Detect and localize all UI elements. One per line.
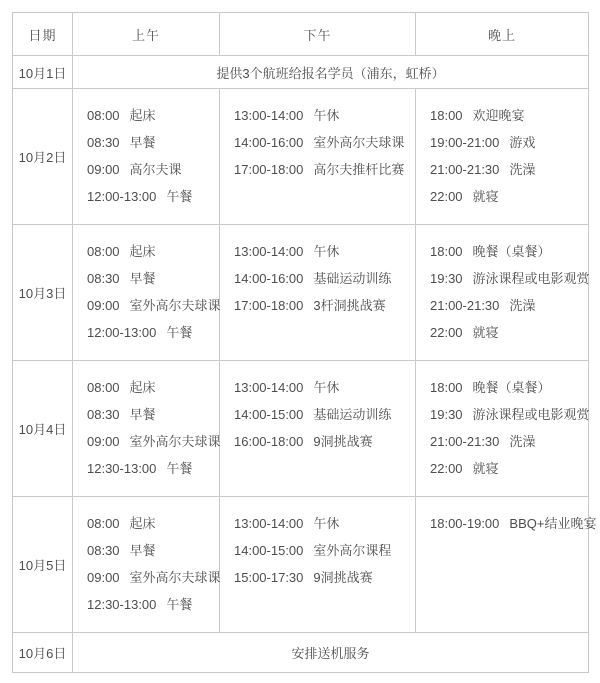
- item-activity: 午休: [313, 108, 340, 123]
- schedule-item: [87, 401, 215, 428]
- item-time: 18:00: [430, 380, 463, 395]
- schedule-item: [87, 537, 215, 564]
- item-activity: 3杆洞挑战赛: [313, 298, 386, 313]
- schedule-item: [234, 374, 411, 401]
- table-header: [13, 13, 589, 56]
- morning-cell: [73, 497, 220, 633]
- schedule-item: [87, 129, 215, 156]
- item-activity: 午餐: [166, 189, 193, 204]
- item-time: 08:00: [87, 516, 120, 531]
- schedule-item: [234, 564, 411, 591]
- item-time: 13:00-14:00: [234, 108, 304, 123]
- item-activity: 就寝: [472, 189, 499, 204]
- item-activity: 游泳课程或电影观赏: [472, 271, 590, 286]
- schedule-item: [234, 238, 411, 265]
- item-time: 16:00-18:00: [234, 434, 304, 449]
- item-activity: 9洞挑战赛: [313, 434, 373, 449]
- schedule-table-container: [12, 12, 597, 673]
- item-activity: 洗澡: [509, 162, 536, 177]
- item-activity: 午餐: [166, 325, 193, 340]
- schedule-item: [234, 401, 411, 428]
- item-time: 18:00: [430, 108, 463, 123]
- item-time: 19:30: [430, 407, 463, 422]
- item-time: 14:00-15:00: [234, 543, 304, 558]
- morning-cell: [73, 225, 220, 361]
- schedule-item: [87, 374, 215, 401]
- item-activity: 高尔夫课: [129, 162, 182, 177]
- table-row: [13, 225, 589, 361]
- item-time: 17:00-18:00: [234, 162, 304, 177]
- item-time: 15:00-17:30: [234, 570, 304, 585]
- item-activity: 室外高尔夫球课: [129, 570, 221, 585]
- date-cell: 10月2日: [13, 89, 73, 225]
- item-time: 09:00: [87, 434, 120, 449]
- table-row: [13, 361, 589, 497]
- header-afternoon: 下午: [220, 13, 416, 56]
- schedule-item: [87, 265, 215, 292]
- note-cell: 安排送机服务: [73, 633, 589, 673]
- schedule-item: [430, 292, 584, 319]
- item-activity: 室外高尔夫球课: [313, 135, 405, 150]
- item-time: 13:00-14:00: [234, 244, 304, 259]
- item-activity: 起床: [129, 380, 156, 395]
- schedule-item: [430, 374, 584, 401]
- item-time: 19:30: [430, 271, 463, 286]
- date-cell: 10月3日: [13, 225, 73, 361]
- item-time: 19:00-21:00: [430, 135, 500, 150]
- item-time: 09:00: [87, 162, 120, 177]
- item-activity: 就寝: [472, 325, 499, 340]
- item-activity: 洗澡: [509, 298, 536, 313]
- schedule-item: [430, 428, 584, 455]
- item-activity: 起床: [129, 244, 156, 259]
- morning-cell: [73, 361, 220, 497]
- morning-cell: [73, 89, 220, 225]
- date-cell: 10月5日: [13, 497, 73, 633]
- item-activity: 午餐: [166, 597, 193, 612]
- item-time: 21:00-21:30: [430, 162, 500, 177]
- item-time: 12:00-13:00: [87, 189, 157, 204]
- item-activity: 基础运动训练: [313, 271, 392, 286]
- schedule-item: [430, 510, 597, 537]
- schedule-item: [234, 537, 411, 564]
- schedule-item: [87, 292, 221, 319]
- schedule-item: [87, 102, 215, 129]
- schedule-item: [87, 564, 221, 591]
- item-activity: 游戏: [509, 135, 536, 150]
- item-time: 08:30: [87, 407, 120, 422]
- schedule-item: [87, 428, 221, 455]
- schedule-item: [430, 102, 584, 129]
- item-activity: 午休: [313, 244, 340, 259]
- table-row: [13, 633, 589, 673]
- item-activity: 欢迎晚宴: [472, 108, 525, 123]
- item-activity: 高尔夫推杆比赛: [313, 162, 405, 177]
- schedule-item: [234, 102, 411, 129]
- item-activity: 午餐: [166, 461, 193, 476]
- item-time: 22:00: [430, 325, 463, 340]
- header-date: 日期: [13, 13, 73, 56]
- item-activity: 早餐: [129, 407, 156, 422]
- item-time: 12:30-13:00: [87, 597, 157, 612]
- item-activity: 起床: [129, 516, 156, 531]
- schedule-item: [87, 183, 215, 210]
- item-time: 09:00: [87, 298, 120, 313]
- item-activity: 晚餐（桌餐）: [472, 244, 551, 259]
- schedule-item: [87, 510, 215, 537]
- item-activity: 午休: [313, 516, 340, 531]
- item-activity: 早餐: [129, 543, 156, 558]
- afternoon-cell: [220, 361, 416, 497]
- schedule-item: [430, 401, 590, 428]
- item-time: 08:00: [87, 244, 120, 259]
- date-cell: 10月6日: [13, 633, 73, 673]
- schedule-item: [87, 238, 215, 265]
- item-activity: BBQ+结业晚宴: [509, 516, 597, 531]
- schedule-item: [234, 428, 411, 455]
- table-body: [13, 56, 597, 673]
- item-activity: 起床: [129, 108, 156, 123]
- item-time: 14:00-15:00: [234, 407, 304, 422]
- item-activity: 室外高尔夫球课: [129, 298, 221, 313]
- item-time: 21:00-21:30: [430, 298, 500, 313]
- date-cell: 10月4日: [13, 361, 73, 497]
- schedule-item: [234, 510, 411, 537]
- item-time: 08:30: [87, 271, 120, 286]
- item-time: 21:00-21:30: [430, 434, 500, 449]
- item-activity: 室外高尔夫球课: [129, 434, 221, 449]
- schedule-item: [430, 238, 584, 265]
- item-time: 17:00-18:00: [234, 298, 304, 313]
- item-activity: 游泳课程或电影观赏: [472, 407, 590, 422]
- schedule-item: [430, 156, 584, 183]
- header-evening: 晚上: [416, 13, 589, 56]
- table-row: [13, 89, 589, 225]
- schedule-item: [430, 319, 584, 346]
- item-activity: 基础运动训练: [313, 407, 392, 422]
- item-time: 08:00: [87, 108, 120, 123]
- item-time: 18:00: [430, 244, 463, 259]
- afternoon-cell: [220, 89, 416, 225]
- schedule-item: [430, 129, 584, 156]
- note-cell: 提供3个航班给报名学员（浦东，虹桥）: [73, 56, 589, 89]
- schedule-item: [87, 319, 215, 346]
- item-time: 22:00: [430, 189, 463, 204]
- schedule-item: [87, 455, 215, 482]
- item-activity: 晚餐（桌餐）: [472, 380, 551, 395]
- item-time: 08:30: [87, 543, 120, 558]
- item-time: 09:00: [87, 570, 120, 585]
- item-time: 08:00: [87, 380, 120, 395]
- item-time: 18:00-19:00: [430, 516, 500, 531]
- item-activity: 就寝: [472, 461, 499, 476]
- schedule-item: [430, 265, 590, 292]
- item-time: 14:00-16:00: [234, 135, 304, 150]
- item-time: 13:00-14:00: [234, 516, 304, 531]
- schedule-item: [234, 265, 411, 292]
- item-activity: 早餐: [129, 135, 156, 150]
- evening-cell: [416, 497, 597, 633]
- table-row: [13, 56, 589, 89]
- header-row: [13, 13, 589, 56]
- schedule-item: [234, 129, 411, 156]
- item-time: 12:00-13:00: [87, 325, 157, 340]
- item-time: 13:00-14:00: [234, 380, 304, 395]
- item-time: 14:00-16:00: [234, 271, 304, 286]
- evening-cell: [416, 225, 589, 361]
- item-activity: 午休: [313, 380, 340, 395]
- item-time: 22:00: [430, 461, 463, 476]
- item-activity: 9洞挑战赛: [313, 570, 373, 585]
- item-activity: 早餐: [129, 271, 156, 286]
- item-time: 12:30-13:00: [87, 461, 157, 476]
- evening-cell: [416, 89, 589, 225]
- item-activity: 室外高尔课程: [313, 543, 392, 558]
- table-row: [13, 497, 589, 633]
- item-time: 08:30: [87, 135, 120, 150]
- schedule-table: [12, 12, 597, 673]
- schedule-item: [87, 156, 215, 183]
- schedule-item: [234, 156, 411, 183]
- date-cell: 10月1日: [13, 56, 73, 89]
- schedule-item: [430, 183, 584, 210]
- schedule-item: [430, 455, 584, 482]
- evening-cell: [416, 361, 589, 497]
- schedule-item: [87, 591, 215, 618]
- item-activity: 洗澡: [509, 434, 536, 449]
- header-morning: 上午: [73, 13, 220, 56]
- schedule-item: [234, 292, 411, 319]
- afternoon-cell: [220, 497, 416, 633]
- afternoon-cell: [220, 225, 416, 361]
